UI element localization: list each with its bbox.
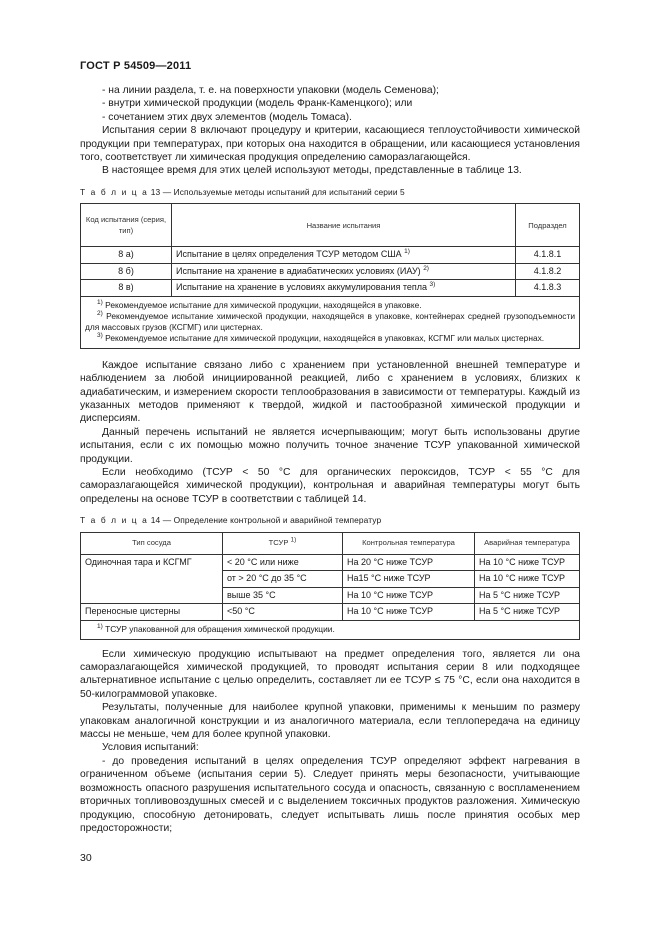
control-temperature: На 10 °С ниже ТСУР [343,604,475,621]
vessel-type: Одиночная тара и КСГМГ [81,554,223,604]
control-temperature: На 10 °С ниже ТСУР [343,587,475,604]
test-code: 8 б) [81,263,172,280]
table-row [81,604,580,621]
table-footnote: $^{3)}$ Рекомендуемое испытание для химической продукции, находящейся в упаковках, КСГМГ или малых цистернах. [97,331,545,343]
paragraph: Каждое испытание связано либо с хранением при установленной внешней температуре и наблюдением за любой инициированной реакцией, либо с хранением в условиях, близких к адиабатическим, и измерением скорости теплообразования в зависимости от температуры. Каждый из указанных методов применяют к твердой, жидкой и пастообразной химической продукции и дисперсиям. [80,359,580,425]
table-footnote: $^{1)}$ ТСУР упакованной для обращения химической продукции. [97,622,335,634]
emergency-temperature: На 5 °С ниже ТСУР [475,587,580,604]
document-header: ГОСТ Р 54509—2011 [80,60,192,72]
caption-prefix: Т а б л и ц а [80,515,149,526]
paragraph: - до проведения испытаний в целях определения ТСУР определяют эффект нагревания в ограниченном объеме (испытания серии 5). Следует принять меры безопасности, учитывающие возможность опасного разрушения испытательного сосуда и опасность, связанную с воспламенением вторичных топливовоздушных смесей и с выделением токсичных продуктов разложения. Химическую продукцию, способную детонировать, следует испытывать лишь после принятия особых мер предосторожности; [80,755,580,834]
test-name-cell [172,263,516,280]
caption-text: 13 — Используемые методы испытаний для испытаний серии 5 [150,186,405,197]
table-footnotes-row [81,620,580,639]
tsur-value: <50 °С [223,604,343,621]
table-header-row [81,204,580,247]
table-row [81,263,580,280]
column-header: Контрольная температура [343,532,475,554]
paragraph: В настоящее время для этих целей используют методы, представленные в таблице 13. [102,165,522,177]
vessel-type: Переносные цистерны [81,604,223,621]
tsur-value: < 20 °С или ниже [223,554,343,571]
table-footnotes [81,620,580,639]
paragraph: Условия испытаний: [102,742,199,754]
paragraph: Испытания серии 8 включают процедуру и критерии, касающиеся теплоустойчивости химической продукции при температурах, при которых она находится в обращении, или касающиеся установления того, соответствует ли химическая продукция определению саморазлагающейся. [80,125,580,164]
section-number: 4.1.8.3 [516,280,580,297]
column-header: Подраздел [516,204,580,247]
page-number: 30 [80,852,92,864]
paragraph: - внутри химической продукции (модель Франк-Каменцкого); или [102,98,413,110]
emergency-temperature: На 10 °С ниже ТСУР [475,554,580,571]
table-header-row [81,532,580,554]
table-14-caption [80,514,580,527]
control-temperature: На 20 °С ниже ТСУР [343,554,475,571]
test-name: Испытание на хранение в адиабатических условиях (ИАУ) [176,265,421,276]
page-content [80,84,580,835]
column-header: Код испытания (серия, тип) [81,204,172,247]
paragraph: Если необходимо (ТСУР < 50 °С для органических пероксидов, ТСУР < 55 °С для саморазлагающейся химической продукции), контрольная и аварийная температуры могут быть определены на основе ТСУР в соответствии с таблицей 14. [80,467,580,505]
emergency-temperature: На 5 °С ниже ТСУР [475,604,580,621]
column-header: Аварийная температура [475,532,580,554]
test-name: Испытание в целях определения ТСУР методом США [176,249,402,260]
control-temperature: На15 °С ниже ТСУР [343,571,475,588]
test-name: Испытание на хранение в условиях аккумулирования тепла [176,282,428,293]
section-number: 4.1.8.2 [516,263,580,280]
paragraph: - на линии раздела, т. е. на поверхности упаковки (модель Семенова); [102,85,439,96]
table-footnotes [81,296,580,348]
tsur-value: от > 20 °С до 35 °С [223,571,343,588]
footnote-ref: 1) [290,536,297,544]
test-code: 8 а) [81,247,172,264]
table-row [81,280,580,297]
column-header: Тип сосуда [81,532,223,554]
paragraph: - сочетанием этих двух элементов (модель Томаса). [102,111,352,123]
emergency-temperature: На 10 °С ниже ТСУР [475,571,580,588]
column-header: ТСУР $^{1)}$ [223,532,343,554]
tsur-value: выше 35 °С [223,587,343,604]
paragraph: Результаты, полученные для наиболее крупной упаковки, применимы к меньшим по размеру упаковкам аналогичной конструкции и из аналогичного материала, если теплопередача на единицу массы не меньше, чем для более крупной упаковки. [80,702,580,741]
test-code: 8 в) [81,280,172,297]
table-row [81,247,580,264]
table-footnote: $^{1)}$ Рекомендуемое испытание для химической продукции, находящейся в упаковке. [97,298,422,310]
test-name-cell [172,280,516,297]
section-number: 4.1.8.1 [516,247,580,264]
table-13-caption [80,186,580,199]
caption-text: 14 — Определение контрольной и аварийной температур [150,515,382,526]
footnote-ref: 2) [423,264,429,272]
table-footnote: $^{2)}$ Рекомендуемое испытание химической продукции, находящейся в упаковке, контейнерах средней грузоподъемности для массовых грузов (КСГМГ) или цистернах. [85,309,575,332]
table-row [81,554,580,571]
table-footnotes-row [81,296,580,348]
paragraph: Данный перечень испытаний не является исчерпывающим; могут быть использованы другие испытания, если с их помощью можно получить точное значение ТСУР упакованной химической продукции. [80,426,580,465]
footnote-ref: 1) [404,248,410,256]
test-name-cell [172,247,516,264]
column-header: Название испытания [172,204,516,247]
table-13 [80,203,580,349]
table-14 [80,532,580,640]
footnote-ref: 3) [429,281,436,289]
caption-prefix: Т а б л и ц а [80,186,149,197]
paragraph: Если химическую продукцию испытывают на предмет определения того, является ли она саморазлагающейся химической продукцией, то проводят испытания серии 8 или подходящее альтернативное испытание с целью определить, составляет ли ее ТСУР ≤ 75 °С, если она находится в 50-килограммовой упаковке. [80,648,580,700]
